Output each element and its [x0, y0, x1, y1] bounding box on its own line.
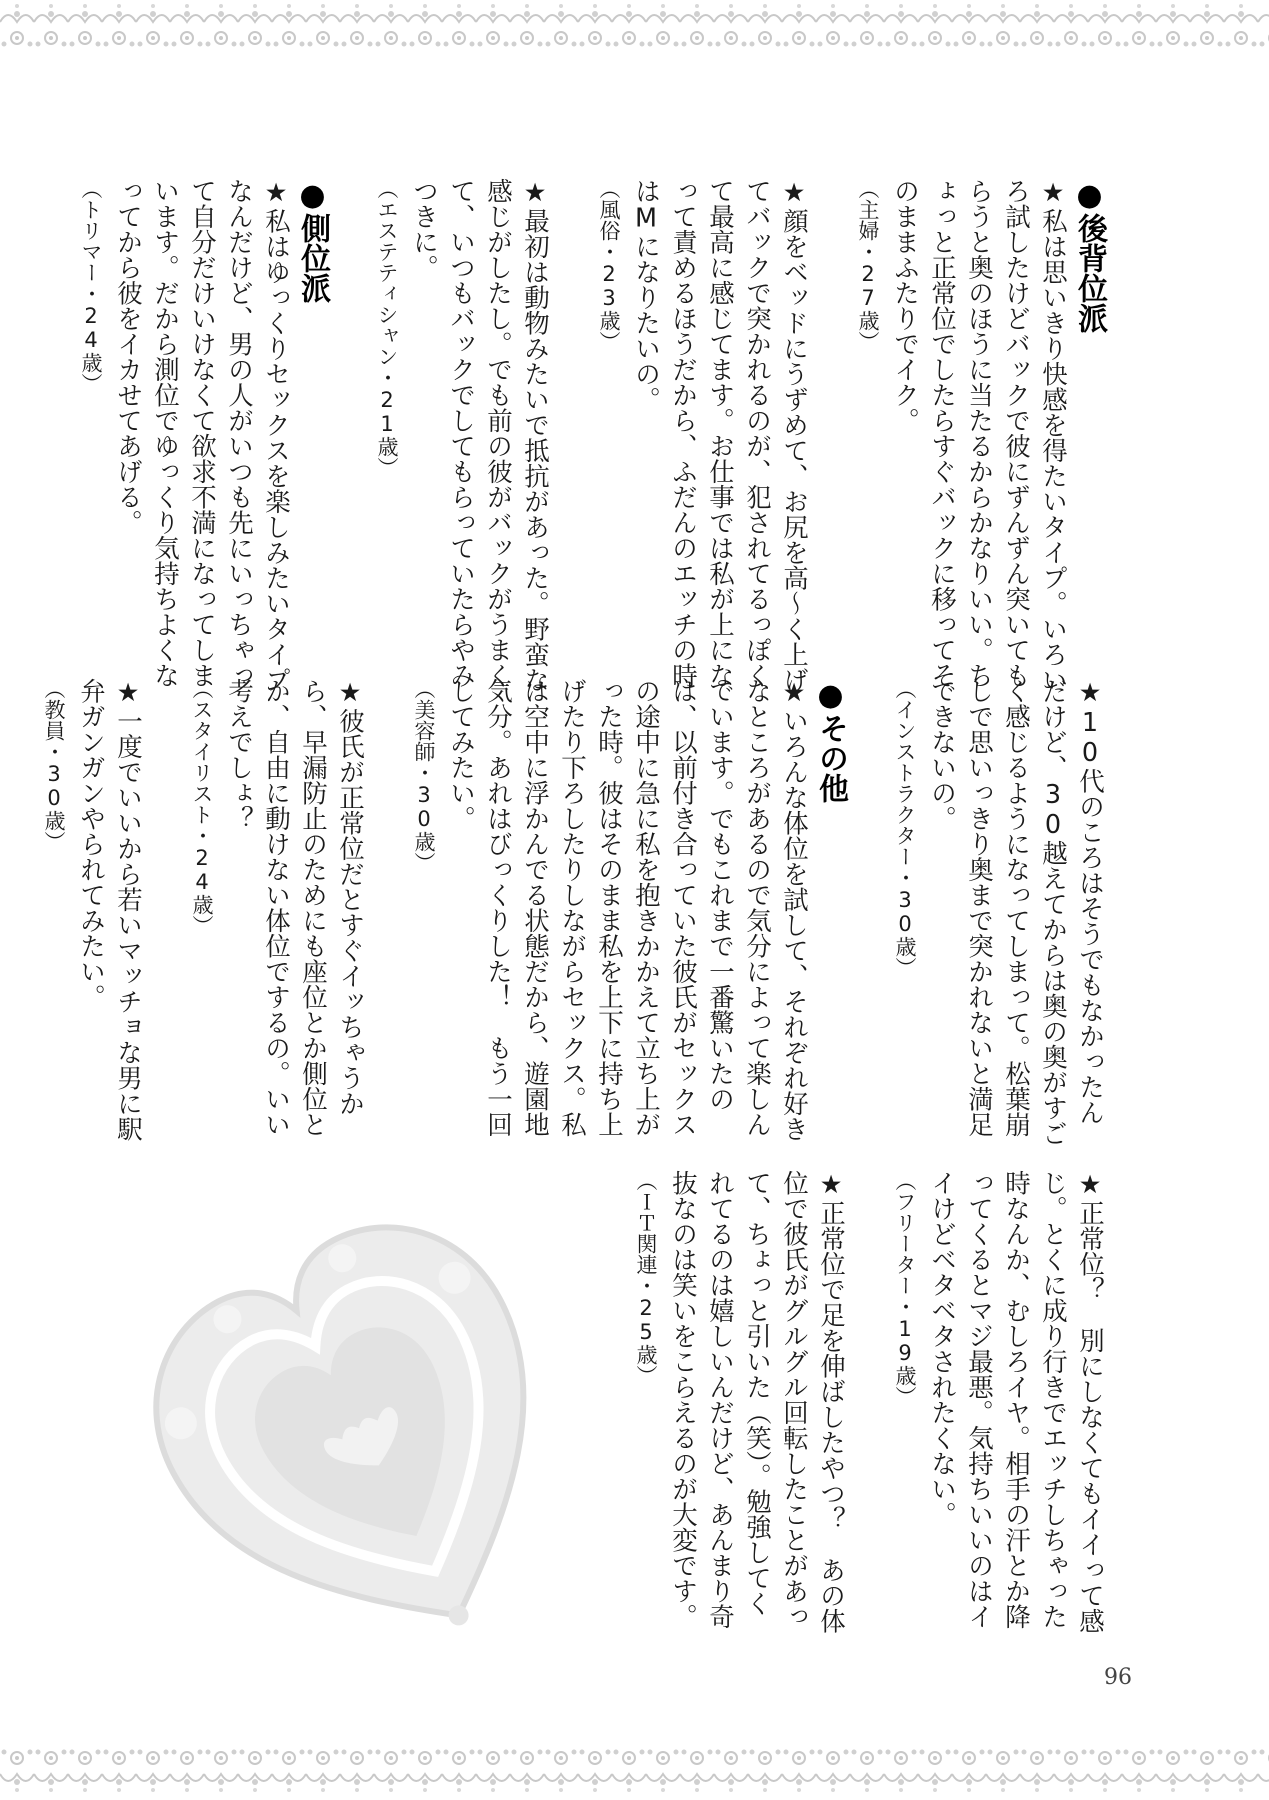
byline-sonota-1: （美容師・30歳）: [412, 678, 436, 873]
page-number: 96: [1104, 1665, 1132, 1690]
byline-seijoui-2: （ＩＴ関連・25歳）: [634, 1170, 658, 1386]
byline-koubai-3: （エステティシャン・21歳）: [375, 178, 399, 478]
byline-koubai-4: （インストラクター・30歳）: [893, 678, 917, 978]
entry-koubai-2: ★顔をベッドにうずめて、お尻を高～く上げてバックで突かれるのが、犯されてるっぽくて最高に感じてます。お仕事では私が上になって責めるほうだから、ふだんのエッチの時はMになりたいの。: [631, 178, 809, 693]
entry-seijoui-2: ★正常位で足を伸ばしたやつ？ あの体位で彼氏がグルグル回転したことがあって、ちょっと引いた（笑）。勉強してくれてるのは嬉しいんだけど、あんまり奇抜なのは笑いをこらえるのが大変です。: [668, 1170, 846, 1634]
spacer: [146, 678, 183, 1148]
section-heading-koubai: ●後背位派: [1072, 178, 1107, 333]
entry-sonota-3: ★一度でいいから若いマッチョな男に駅弁ガンガンやられてみたい。: [76, 678, 143, 1142]
spacer: [849, 1170, 886, 1640]
lace-border-top: [0, 0, 1269, 48]
section-heading-sonota: ●その他: [813, 678, 848, 803]
lace-border-bottom: [0, 1748, 1269, 1796]
spacer: [331, 178, 368, 698]
spacer: [849, 678, 886, 1148]
lower-text-column: [620, 1170, 1108, 1640]
spacer: [812, 178, 849, 698]
entry-koubai-3: ★最初は動物みたいで抵抗があった。野蛮な感じがしたし。でも前の彼がバックがうまくて、いつもバックでしてもらっていたらやみつきに。: [409, 178, 550, 693]
entry-sonota-1: ★いろんな体位を試して、それぞれ好きなところがあるので気分によって楽しんでいます。でもこれまで一番驚いたのは、以前付き合っていた彼氏がセックスの途中に急に私を抱きかかえて立ち上がった時。彼はそのまま私を上下に持ち上げたり下ろしたりしながらセックス。私は空中に浮かんでる状態だから、遊園地気分。あれはびっくりした！ もう一回してみたい。: [446, 678, 809, 1142]
byline-sonota-3: （教員・30歳）: [42, 678, 66, 852]
entry-koubai-4: ★10代のころはそうでもなかったんだけど、30越えてからは奥の奥がすごく感じるようになってしまって。松葉崩しで思いっきり奥まで突かれないと満足できないの。: [927, 678, 1105, 1146]
entry-seijoui-1: ★正常位？ 別にしなくてもイイって感じ。とくに成り行きでエッチしちゃった時なんか、むしろイヤ。相手の汗とか降ってくるとマジ最悪。気持ちいいのはイイけどベタベタされたくない。: [927, 1170, 1105, 1634]
entry-sokui-1: ★私はゆっくりセックスを楽しみたいタイプなんだけど、男の人がいつも先にいっちゃって自分だけいけなくて欲求不満になってしまいます。だから測位でゆっくり気持ちよくなってから彼をイカせてあげる。: [113, 178, 291, 693]
upper-text-column: [79, 178, 1108, 698]
middle-text-column: [42, 678, 1108, 1148]
spacer: [368, 678, 405, 1148]
section-heading-sokui: ●側位派: [295, 178, 330, 303]
lace-heart-decoration: [145, 1170, 575, 1690]
entry-sonota-2: ★彼氏が正常位だとすぐイッちゃうから、早漏防止のためにも座位とか側位とか、自由に動けない体位でするの。いい考えでしょ？: [224, 678, 365, 1137]
byline-koubai-1: （主婦・27歳）: [856, 178, 880, 352]
byline-sokui-1: （トリマー・24歳）: [79, 178, 103, 394]
entry-koubai-1: ★私は思いきり快感を得たいタイプ。いろいろ試したけどバックで彼にずんずん突いてもらうと奥のほうに当たるからかなりいい。ちょっと正常位でしたらすぐバックに移ってそのままふたりでイク。: [890, 178, 1068, 693]
byline-koubai-2: （風俗・23歳）: [597, 178, 621, 352]
spacer: [553, 178, 590, 698]
byline-seijoui-1: （フリーター・19歳）: [893, 1170, 917, 1407]
byline-sonota-2: （スタイリスト・24歳）: [190, 678, 214, 936]
